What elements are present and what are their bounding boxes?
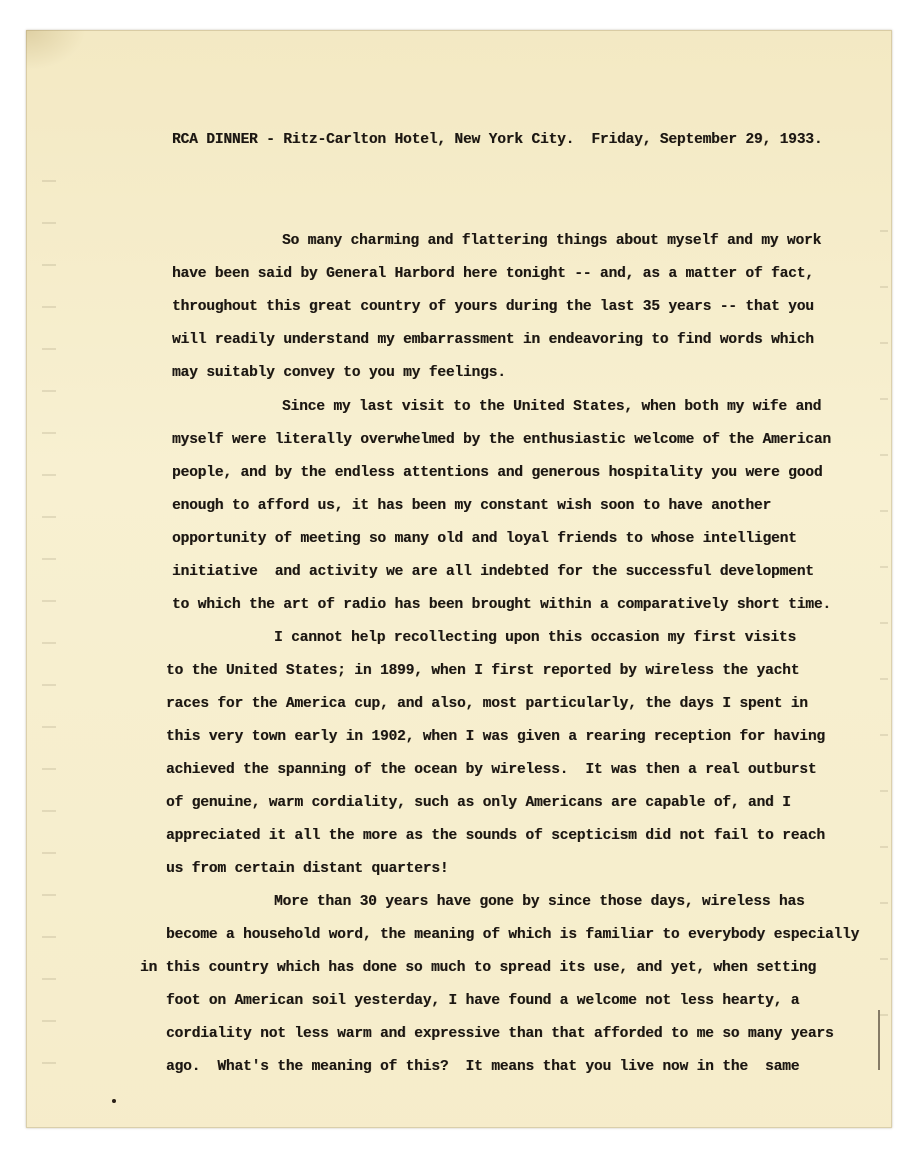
text-line: enough to afford us, it has been my constant wish soon to have another bbox=[172, 498, 772, 514]
ink-dot bbox=[112, 1099, 116, 1103]
text-line: I cannot help recollecting upon this occasion my first visits bbox=[274, 630, 797, 646]
text-line: More than 30 years have gone by since those days, wireless has bbox=[274, 894, 805, 910]
text-line: Since my last visit to the United States, when both my wife and bbox=[282, 399, 822, 415]
text-line: initiative and activity we are all indebted for the successful development bbox=[172, 564, 814, 580]
text-line: races for the America cup, and also, most particularly, the days I spent in bbox=[166, 696, 808, 712]
text-line: in this country which has done so much to spread its use, and yet, when setting bbox=[140, 960, 817, 976]
text-line: appreciated it all the more as the sounds of scepticism did not fail to reach bbox=[166, 828, 825, 844]
text-line: will readily understand my embarrassment in endeavoring to find words which bbox=[172, 332, 814, 348]
text-line: achieved the spanning of the ocean by wireless. It was then a real outburst bbox=[166, 762, 817, 778]
text-line: ago. What's the meaning of this? It means that you live now in the same bbox=[166, 1059, 800, 1075]
text-line: So many charming and flattering things about myself and my work bbox=[282, 233, 822, 249]
text-line: to the United States; in 1899, when I first reported by wireless the yacht bbox=[166, 663, 800, 679]
margin-pencil-mark bbox=[878, 1010, 880, 1070]
text-line: have been said by General Harbord here tonight -- and, as a matter of fact, bbox=[172, 266, 814, 282]
text-line: of genuine, warm cordiality, such as only Americans are capable of, and I bbox=[166, 795, 791, 811]
text-line: become a household word, the meaning of which is familiar to everybody especially bbox=[166, 927, 860, 943]
text-line: foot on American soil yesterday, I have found a welcome not less hearty, a bbox=[166, 993, 800, 1009]
text-line: to which the art of radio has been brought within a comparatively short time. bbox=[172, 597, 831, 613]
text-line: myself were literally overwhelmed by the enthusiastic welcome of the American bbox=[172, 432, 831, 448]
text-line: throughout this great country of yours during the last 35 years -- that you bbox=[172, 299, 814, 315]
text-line: cordiality not less warm and expressive than that afforded to me so many years bbox=[166, 1026, 834, 1042]
right-margin-perforation bbox=[880, 230, 888, 1050]
text-line: opportunity of meeting so many old and loyal friends to whose intelligent bbox=[172, 531, 797, 547]
paper-corner-wear bbox=[26, 30, 86, 70]
text-line: may suitably convey to you my feelings. bbox=[172, 365, 506, 381]
page-heading: RCA DINNER - Ritz-Carlton Hotel, New York City. Friday, September 29, 1933. bbox=[172, 132, 823, 148]
text-line: this very town early in 1902, when I was given a rearing reception for having bbox=[166, 729, 825, 745]
text-line: us from certain distant quarters! bbox=[166, 861, 449, 877]
text-line: people, and by the endless attentions and generous hospitality you were good bbox=[172, 465, 823, 481]
left-margin-perforation bbox=[42, 180, 56, 1080]
